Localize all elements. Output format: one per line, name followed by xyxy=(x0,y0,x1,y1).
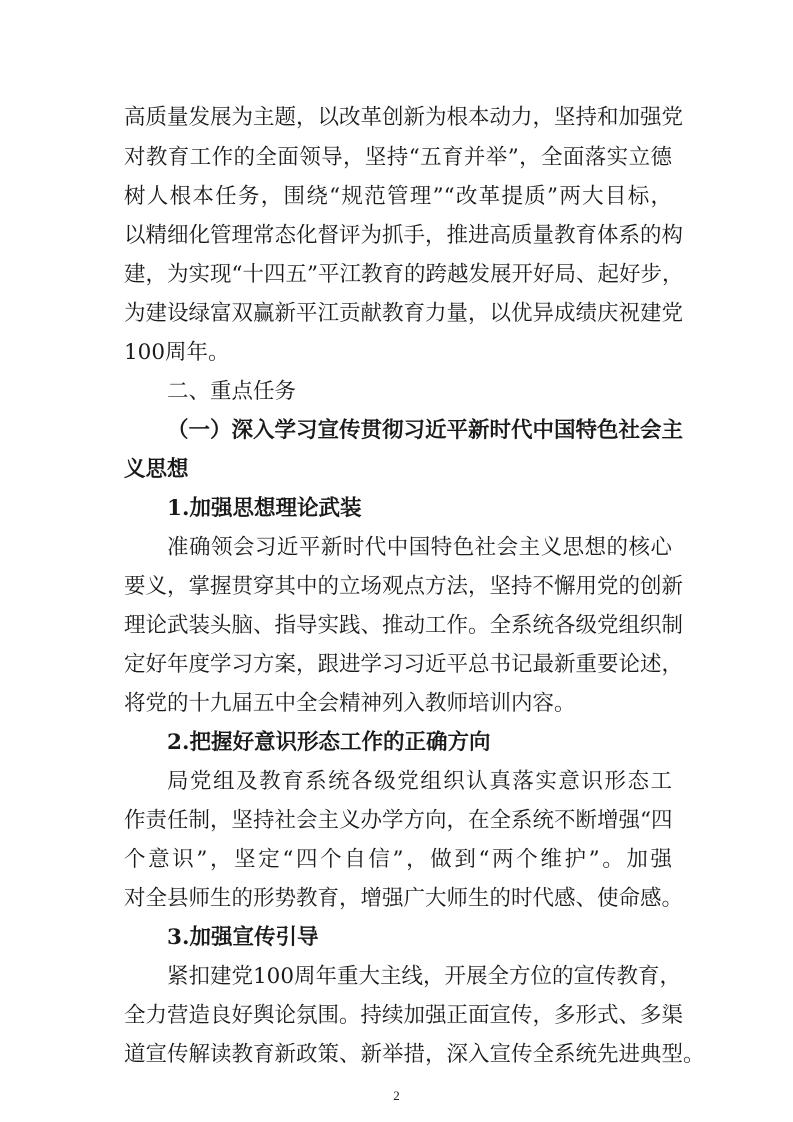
body-text-line: 要义，掌握贯穿其中的立场观点方法，坚持不懈用党的创新 xyxy=(124,574,684,599)
body-text-line: 作责任制，坚持社会主义办学方向，在全系统不断增强“四 xyxy=(124,808,673,833)
body-text-line: 为建设绿富双赢新平江贡献教育力量，以优异成绩庆祝建党 xyxy=(124,301,684,326)
item-heading-1: 1.加强思想理论武装 xyxy=(167,496,362,521)
item-heading-3: 3.加强宣传引导 xyxy=(167,925,319,950)
body-text-line: 个意识”，坚定“四个自信”，做到“两个维护”。加强 xyxy=(124,847,672,872)
body-text-line: 以精细化管理常态化督评为抓手，推进高质量教育体系的构 xyxy=(124,223,684,248)
body-text-line: 理论武装头脑、指导实践、推动工作。全系统各级党组织制 xyxy=(124,613,684,638)
body-text-line: 树人根本任务，围绕“规范管理”“改革提质”两大目标， xyxy=(124,184,672,209)
body-text-line: 建，为实现“十四五”平江教育的跨越发展开好局、起好步， xyxy=(124,262,684,287)
section-heading: 二、重点任务 xyxy=(167,379,297,404)
body-text-line: 准确领会习近平新时代中国特色社会主义思想的核心 xyxy=(167,535,672,560)
item-heading-2: 2.把握好意识形态工作的正确方向 xyxy=(167,730,491,755)
body-text-line: 局党组及教育系统各级党组织认真落实意识形态工 xyxy=(167,769,672,794)
body-text-line: 全力营造良好舆论氛围。持续加强正面宣传，多形式、多渠 xyxy=(124,1003,684,1028)
page-number: 2 xyxy=(393,1088,400,1103)
body-text-line: 高质量发展为主题，以改革创新为根本动力，坚持和加强党 xyxy=(124,105,684,130)
body-text-line: 100周年。 xyxy=(124,340,230,365)
body-text-line: 对全县师生的形势教育，增强广大师生的时代感、使命感。 xyxy=(124,886,684,911)
body-text-line: 对教育工作的全面领导，坚持“五育并举”，全面落实立德 xyxy=(124,145,672,170)
subsection-heading-cont: 义思想 xyxy=(124,457,189,482)
body-text-line: 道宣传解读教育新政策、新举措，深入宣传全系统先进典型。 xyxy=(124,1042,705,1067)
body-text-line: 紧扣建党100周年重大主线，开展全方位的宣传教育， xyxy=(167,964,682,989)
body-text-line: 将党的十九届五中全会精神列入教师培训内容。 xyxy=(124,691,576,716)
body-text-line: 定好年度学习方案，跟进学习习近平总书记最新重要论述， xyxy=(124,652,684,677)
subsection-heading: （一）深入学习宣传贯彻习近平新时代中国特色社会主 xyxy=(167,418,684,443)
